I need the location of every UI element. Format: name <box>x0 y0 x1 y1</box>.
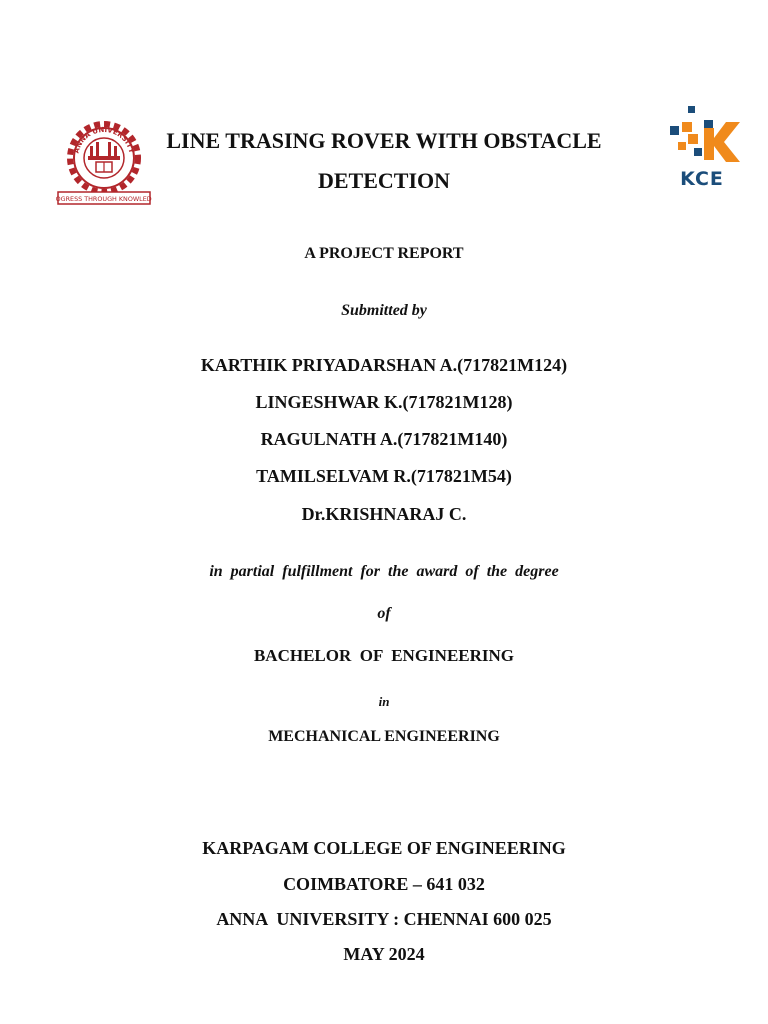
report-type: A PROJECT REPORT <box>304 245 464 262</box>
au-arc-text: ANNA UNIVERSITY <box>72 125 136 155</box>
submitted-by: Submitted by <box>341 302 427 319</box>
author-name: KARTHIK PRIYADARSHAN A.(717821M124) <box>200 355 568 375</box>
report-date: MAY 2024 <box>343 944 425 964</box>
university-name: ANNA UNIVERSITY : CHENNAI 600 025 <box>216 909 552 929</box>
report-title-line2: DETECTION <box>317 168 451 193</box>
author-name: TAMILSELVAM R.(717821M54) <box>256 466 512 486</box>
college-city: COIMBATORE – 641 032 <box>283 874 485 894</box>
college-name: KARPAGAM COLLEGE OF ENGINEERING <box>202 838 566 858</box>
au-motto: OGRESS THROUGH KNOWLED <box>56 195 152 203</box>
report-title-line1: LINE TRASING ROVER WITH OBSTACLE <box>166 128 602 153</box>
kce-logo-text: KCE <box>680 168 724 190</box>
degree-name: BACHELOR OF ENGINEERING <box>253 646 515 665</box>
author-name: RAGULNATH A.(717821M140) <box>260 429 508 449</box>
of-text: of <box>377 605 391 622</box>
guide-name: Dr.KRISHNARAJ C. <box>301 504 467 524</box>
in-text: in <box>378 694 390 709</box>
fulfillment-text: in partial fulfillment for the award of the degree <box>209 563 559 580</box>
branch-name: MECHANICAL ENGINEERING <box>268 728 500 745</box>
author-name: LINGESHWAR K.(717821M128) <box>255 392 513 412</box>
